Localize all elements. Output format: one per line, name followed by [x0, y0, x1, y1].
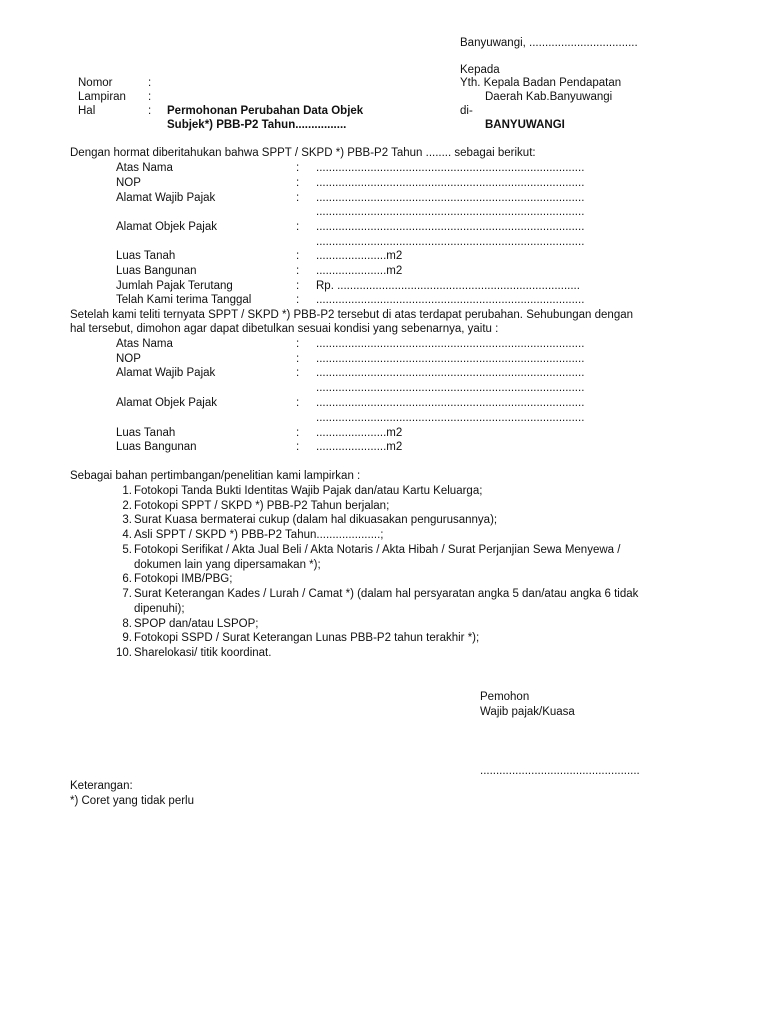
field-dots: ......................m2	[316, 250, 403, 262]
field-atas-nama-1	[116, 161, 636, 176]
list-item-text: Fotokopi SPPT / SKPD *) PBB-P2 Tahun berjalan;	[134, 500, 390, 512]
notes-line: *) Coret yang tidak perlu	[70, 795, 195, 807]
field-label: Jumlah Pajak Terutang	[116, 280, 233, 292]
recipient-title: Yth. Kepala Badan Pendapatan	[460, 77, 622, 89]
field-nop-1	[116, 176, 636, 191]
signature-line: ..................................................	[480, 765, 640, 777]
field-colon: :	[296, 177, 300, 189]
field-dots: ......................m2	[316, 441, 403, 453]
field-alamat-objek-1	[116, 220, 636, 235]
lampiran-colon: :	[148, 91, 152, 103]
list-item-text: Fotokopi IMB/PBG;	[134, 573, 233, 585]
field-dots: ....................................................................................	[316, 221, 585, 233]
list-item-number: 10.	[116, 647, 132, 659]
field-label: NOP	[116, 177, 141, 189]
recipient-city: BANYUWANGI	[485, 119, 565, 131]
list-item-text: SPOP dan/atau LSPOP;	[134, 618, 259, 630]
list-item-number: 1.	[122, 485, 132, 497]
list-item-number: 5.	[122, 544, 132, 556]
field-colon: :	[296, 338, 300, 350]
field-label: Atas Nama	[116, 338, 173, 350]
list-item-text: Fotokopi SSPD / Surat Keterangan Lunas PBB-P2 tahun terakhir *);	[134, 632, 480, 644]
field-dots: ......................m2	[316, 427, 403, 439]
field-luas-bangunan-1	[116, 264, 636, 279]
field-colon: :	[296, 441, 300, 453]
field-dots: ......................m2	[316, 265, 403, 277]
list-item-text: Sharelokasi/ titik koordinat.	[134, 647, 272, 659]
field-colon: :	[296, 294, 300, 306]
field-alamat-objek-1-cont	[116, 235, 636, 250]
list-item-number: 8.	[122, 618, 132, 630]
field-label: Luas Bangunan	[116, 265, 197, 277]
field-colon: :	[296, 427, 300, 439]
field-label: Alamat Wajib Pajak	[116, 192, 216, 204]
di-label: di-	[460, 105, 473, 117]
field-alamat-wajib-2	[116, 366, 636, 381]
field-colon: :	[296, 353, 300, 365]
intro-paragraph: Dengan hormat diberitahukan bahwa SPPT / SKPD *) PBB-P2 Tahun ........ sebagai berikut:	[70, 147, 536, 159]
list-item-number: 2.	[122, 500, 132, 512]
field-colon: :	[296, 250, 300, 262]
field-atas-nama-2	[116, 337, 636, 352]
field-dots: ....................................................................................	[316, 206, 585, 218]
field-label: Alamat Objek Pajak	[116, 397, 217, 409]
list-item-text: Surat Kuasa bermaterai cukup (dalam hal dikuasakan pengurusannya);	[134, 514, 498, 526]
field-dots: ....................................................................................	[316, 294, 585, 306]
hal-label: Hal	[78, 105, 96, 117]
hal-colon: :	[148, 105, 152, 117]
field-dots: ....................................................................................	[316, 367, 585, 379]
field-label: Atas Nama	[116, 162, 173, 174]
nomor-label: Nomor	[78, 77, 113, 89]
list-item-text: Surat Keterangan Kades / Lurah / Camat *) (dalam hal persyaratan angka 5 dan/atau angka 6 tidak	[134, 588, 639, 600]
field-colon: :	[296, 367, 300, 379]
field-colon: :	[296, 280, 300, 292]
field-dots: ....................................................................................	[316, 353, 585, 365]
field-colon: :	[296, 265, 300, 277]
field-alamat-objek-2	[116, 396, 636, 411]
field-alamat-objek-2-cont	[116, 411, 636, 426]
signature-role: Wajib pajak/Kuasa	[480, 706, 575, 718]
hal-subject-line1: Permohonan Perubahan Data Objek	[167, 105, 364, 117]
field-colon: :	[296, 162, 300, 174]
field-dots: ....................................................................................	[316, 412, 585, 424]
signature-pemohon: Pemohon	[480, 691, 530, 703]
field-dots: ....................................................................................	[316, 236, 585, 248]
field-dots: Rp. ............................................................................	[316, 280, 580, 292]
field-dots: ....................................................................................	[316, 382, 585, 394]
lampiran-label: Lampiran	[78, 91, 126, 103]
field-telah-terima-1	[116, 293, 636, 308]
field-luas-tanah-1	[116, 249, 636, 264]
list-item-number: 3.	[122, 514, 132, 526]
list-item-number: 7.	[122, 588, 132, 600]
field-dots: ....................................................................................	[316, 192, 585, 204]
field-nop-2	[116, 352, 636, 367]
place-date: Banyuwangi, ..................................	[460, 37, 638, 49]
list-item-text: dokumen lain yang dipersamakan *);	[134, 559, 321, 571]
field-colon: :	[296, 192, 300, 204]
list-item-text: Fotokopi Serifikat / Akta Jual Beli / Akta Notaris / Akta Hibah / Surat Perjanjian Sewa Menyewa /	[134, 544, 621, 556]
field-dots: ....................................................................................	[316, 177, 585, 189]
nomor-colon: :	[148, 77, 152, 89]
field-label: Luas Tanah	[116, 427, 176, 439]
list-item-text: Fotokopi Tanda Bukti Identitas Wajib Pajak dan/atau Kartu Keluarga;	[134, 485, 483, 497]
field-label: Luas Tanah	[116, 250, 176, 262]
field-label: Telah Kami terima Tanggal	[116, 294, 252, 306]
list-item-text: Asli SPPT / SKPD *) PBB-P2 Tahun....................;	[134, 529, 384, 541]
list-item-number: 4.	[122, 529, 132, 541]
field-jumlah-pajak-1	[116, 279, 636, 294]
field-colon: :	[296, 221, 300, 233]
field-label: Luas Bangunan	[116, 441, 197, 453]
field-label: NOP	[116, 353, 141, 365]
field-alamat-wajib-1	[116, 191, 636, 206]
kepada-label: Kepada	[460, 64, 500, 76]
field-label: Alamat Wajib Pajak	[116, 367, 216, 379]
field-label: Alamat Objek Pajak	[116, 221, 217, 233]
paragraph2-line1: Setelah kami teliti ternyata SPPT / SKPD *) PBB-P2 tersebut di atas terdapat perubahan. Sehubungan dengan	[70, 309, 634, 321]
notes-title: Keterangan:	[70, 780, 133, 792]
field-alamat-wajib-2-cont	[116, 381, 636, 396]
field-dots: ....................................................................................	[316, 397, 585, 409]
attachments-intro: Sebagai bahan pertimbangan/penelitian kami lampirkan :	[70, 470, 361, 482]
field-dots: ....................................................................................	[316, 338, 585, 350]
paragraph2-line2: hal tersebut, dimohon agar dapat dibetulkan sesuai kondisi yang sebenarnya, yaitu :	[70, 323, 499, 335]
field-alamat-wajib-1-cont	[116, 205, 636, 220]
list-item-text: dipenuhi);	[134, 603, 185, 615]
field-dots: ....................................................................................	[316, 162, 585, 174]
field-luas-tanah-2	[116, 426, 636, 441]
list-item-number: 6.	[122, 573, 132, 585]
recipient-region: Daerah Kab.Banyuwangi	[485, 91, 613, 103]
field-colon: :	[296, 397, 300, 409]
list-item-number: 9.	[122, 632, 132, 644]
field-luas-bangunan-2	[116, 440, 636, 455]
hal-subject-line2: Subjek*) PBB-P2 Tahun................	[167, 119, 347, 131]
